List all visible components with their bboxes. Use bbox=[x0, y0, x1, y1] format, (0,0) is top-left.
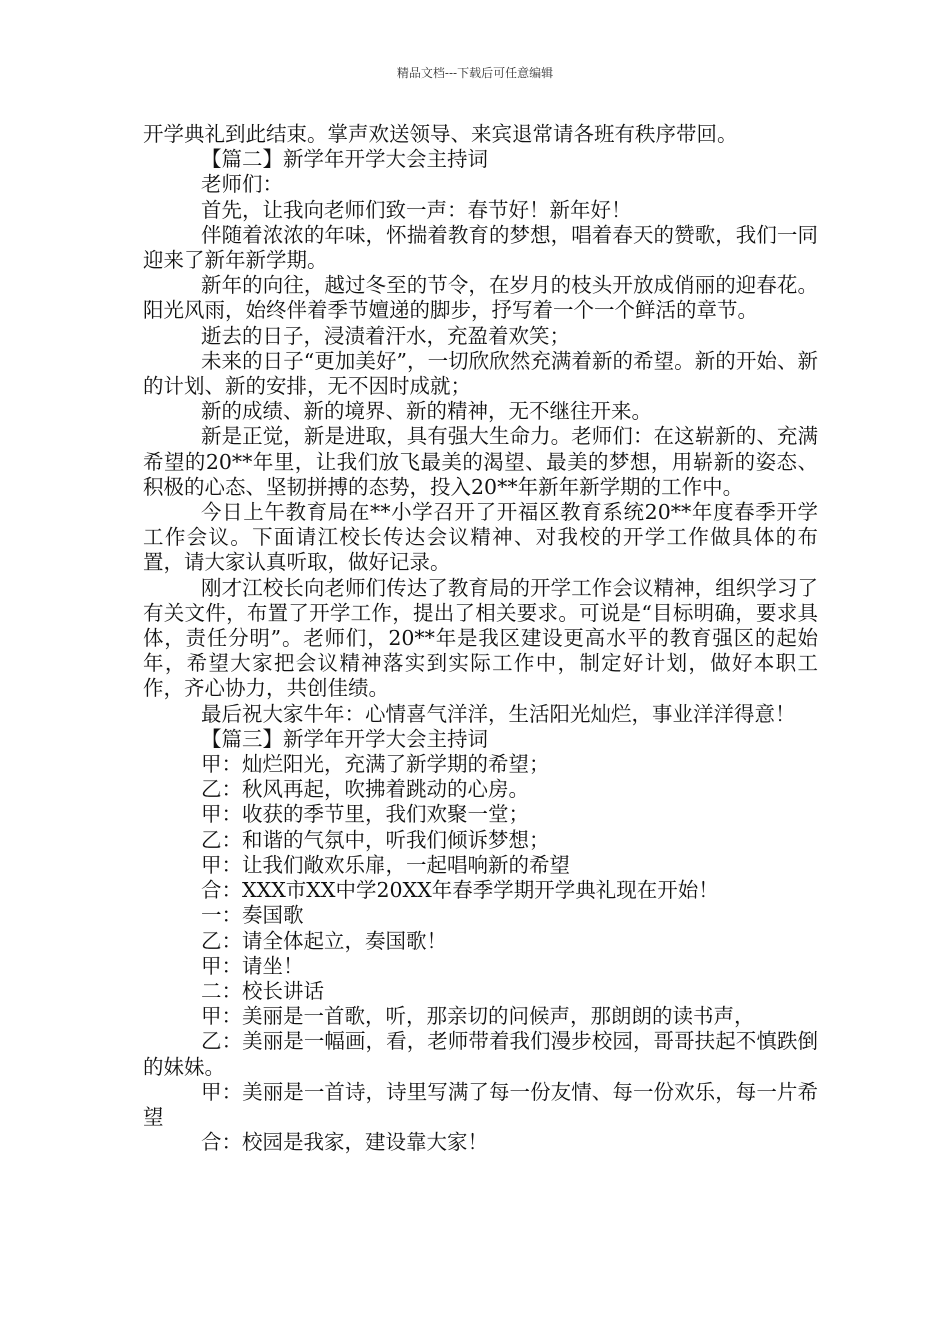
paragraph: 二：校长讲话 bbox=[201, 978, 324, 1003]
paragraph: 乙：秋风再起，吹拂着跳动的心房。 bbox=[201, 777, 529, 802]
paragraph: 一：奏国歌 bbox=[201, 903, 304, 928]
paragraph: 甲：让我们敞欢乐扉，一起唱响新的希望 bbox=[201, 852, 570, 877]
paragraph: 老师们： bbox=[201, 172, 283, 197]
paragraph: 甲：美丽是一首歌，听，那亲切的问候声，那朗朗的读书声， bbox=[201, 1004, 755, 1029]
paragraph: 开学典礼到此结束。掌声欢送领导、来宾退常请各班有秩序带回。 bbox=[143, 122, 738, 146]
paragraph: 新是正觉，新是进取，具有强大生命力。老师们：在这崭新的、充满希望的20**年里，让我们放飞最美的渴望、最美的梦想，用崭新的姿态、积极的心态、坚韧拼搏的态势，投入20**年新年新学期的工作中。 bbox=[143, 424, 818, 499]
paragraph: 最后祝大家牛年：心情喜气洋洋，生活阳光灿烂，事业洋洋得意！ bbox=[201, 701, 796, 726]
paragraph: 甲：请坐！ bbox=[201, 953, 304, 978]
paragraph: 逝去的日子，浸渍着汗水，充盈着欢笑； bbox=[201, 323, 570, 348]
paragraph: 甲：美丽是一首诗，诗里写满了每一份友情、每一份欢乐，每一片希望 bbox=[143, 1079, 818, 1129]
paragraph: 未来的日子“更加美好”，一切欣欣然充满着新的希望。新的开始、新的计划、新的安排，无不因时成就； bbox=[143, 348, 818, 399]
paragraph: 伴随着浓浓的年味，怀揣着教育的梦想，唱着春天的赞歌，我们一同迎来了新年新学期。 bbox=[143, 222, 818, 273]
page-header: 精品文档---下载后可任意编辑 bbox=[396, 66, 554, 80]
paragraph: 【篇三】新学年开学大会主持词 bbox=[201, 726, 488, 751]
document-body bbox=[143, 122, 818, 1155]
paragraph: 合：校园是我家，建设靠大家！ bbox=[201, 1130, 488, 1155]
paragraph: 新年的向往，越过冬至的节令，在岁月的枝头开放成俏丽的迎春花。阳光风雨，始终伴着季节嬗递的脚步，抒写着一个一个鲜活的章节。 bbox=[143, 273, 818, 323]
paragraph: 乙：请全体起立，奏国歌！ bbox=[201, 928, 447, 953]
paragraph: 新的成绩、新的境界、新的精神，无不继往开来。 bbox=[201, 399, 652, 424]
paragraph: 甲：收获的季节里，我们欢聚一堂； bbox=[201, 802, 529, 827]
paragraph: 甲：灿烂阳光，充满了新学期的希望； bbox=[201, 752, 550, 777]
paragraph: 首先，让我向老师们致一声：春节好！新年好！ bbox=[201, 197, 632, 222]
paragraph: 合：XXX市XX中学20XX年春季学期开学典礼现在开始！ bbox=[201, 878, 719, 903]
paragraph: 【篇二】新学年开学大会主持词 bbox=[201, 147, 488, 172]
paragraph: 刚才江校长向老师们传达了教育局的开学工作会议精神，组织学习了有关文件，布置了开学工作，提出了相关要求。可说是“目标明确，要求具体，责任分明”。老师们，20**年是我区建设更高水平的教育强区的起始年，希望大家把会议精神落实到实际工作中，制定好计划，做好本职工作，齐心协力，共创佳绩。 bbox=[143, 575, 818, 701]
paragraph: 乙：美丽是一幅画，看，老师带着我们漫步校园，哥哥扶起不慎跌倒的妹妹。 bbox=[143, 1029, 818, 1079]
paragraph: 今日上午教育局在**小学召开了开福区教育系统20**年度春季开学工作会议。下面请江校长传达会议精神、对我校的开学工作做具体的布置，请大家认真听取，做好记录。 bbox=[143, 500, 818, 575]
paragraph: 乙：和谐的气氛中，听我们倾诉梦想； bbox=[201, 827, 550, 852]
